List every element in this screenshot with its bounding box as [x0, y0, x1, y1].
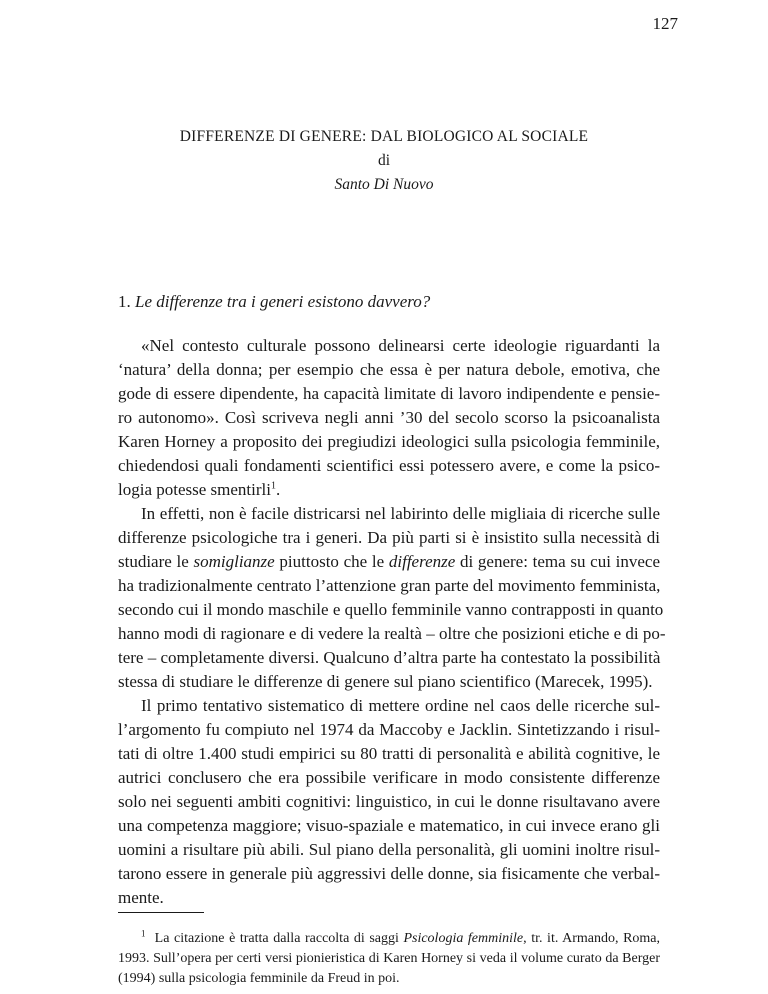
- footnote-line: (1994) sulla psicologia femminile da Freud in poi.: [118, 971, 400, 986]
- paragraph-2-line: tere – completamente diversi. Qualcuno d’altra parte ha contestato la possibilità: [118, 648, 661, 667]
- paragraph-2-line: differenze psicologiche tra i generi. Da più parti si è insistito sulla necessità di: [118, 528, 660, 547]
- paragraph-1-line: ‘natura’ della donna; per esempio che essa è per natura debole, emotiva, che: [118, 360, 660, 379]
- footnote-ref-1: 1: [270, 480, 276, 492]
- paragraph-3-line: l’argomento fu compiuto nel 1974 da Maccoby e Jacklin. Sintetizzando i risul-: [118, 720, 660, 739]
- paragraph-2-line: ha tradizionalmente centrato l’attenzione gran parte del movimento femminista,: [118, 576, 661, 595]
- paragraph-3-line: tarono essere in generale più aggressivi delle donne, sia fisicamente che verbal-: [118, 864, 660, 883]
- article-author: Santo Di Nuovo: [334, 176, 434, 193]
- emphasis-differenze: differenze: [388, 552, 456, 571]
- paragraph-3-line: autrici conclusero che era possibile verificare in modo consistente differenze: [118, 768, 660, 787]
- paragraph-2-line: stessa di studiare le differenze di genere sul piano scientifico (Marecek, 1995).: [118, 672, 653, 691]
- paragraph-2-text: di genere: tema su cui invece: [455, 552, 660, 571]
- paragraph-3-line: tati di oltre 1.400 studi empirici su 80 tratti di personalità e abilità cognitive, le: [118, 744, 660, 763]
- footnote-text: La citazione è tratta dalla raccolta di saggi: [154, 931, 404, 946]
- page-number: 127: [652, 14, 678, 33]
- paragraph-3-line: solo nei seguenti ambiti cognitivi: linguistico, in cui le donne risultavano avere: [118, 792, 660, 811]
- footnote-marker: 1: [141, 928, 146, 939]
- paragraph-1-line: [118, 478, 660, 502]
- paragraph-3-line: Il primo tentativo sistematico di mettere ordine nel caos delle ricerche sul-: [141, 696, 660, 715]
- paragraph-1-line: «Nel contesto culturale possono delinearsi certe ideologie riguardanti la: [141, 336, 660, 355]
- paragraph-1-line: chiedendosi quali fondamenti scientifici essi potessero avere, e come la psico-: [118, 456, 660, 475]
- footnote-divider: [118, 912, 204, 913]
- paragraph-1-text: logia potesse smentirli: [118, 480, 271, 499]
- footnote-text: , tr. it. Armando, Roma,: [523, 931, 661, 946]
- paragraph-2-text: studiare le: [118, 552, 194, 571]
- paragraph-3-line: uomini a risultare più abili. Sul piano della personalità, gli uomini inoltre risul-: [118, 840, 660, 859]
- footnote-book-title: Psicologia femminile: [403, 931, 524, 946]
- paragraph-2-line: hanno modi di ragionare e di vedere la realtà – oltre che posizioni etiche e di po-: [118, 624, 666, 643]
- paragraph-3-line: mente.: [118, 888, 164, 907]
- paragraph-1-line: Karen Horney a proposito dei pregiudizi ideologici sulla psicologia femminile,: [118, 432, 660, 451]
- section-title: Le differenze tra i generi esistono davvero?: [135, 292, 431, 311]
- paragraph-2-line: secondo cui il mondo maschile e quello femminile vanno contrapposti in quanto: [118, 600, 664, 619]
- section-number: 1.: [118, 292, 131, 311]
- body-text: [118, 334, 666, 910]
- paragraph-2-line: In effetti, non è facile districarsi nel labirinto delle migliaia di ricerche sulle: [141, 504, 660, 523]
- paragraph-1-period: .: [275, 480, 281, 499]
- footnote-line: [118, 929, 660, 949]
- emphasis-somiglianze: somiglianze: [193, 552, 275, 571]
- section-heading: [118, 292, 430, 312]
- article-header: [0, 125, 768, 197]
- article-title: DIFFERENZE DI GENERE: DAL BIOLOGICO AL SOCIALE: [179, 128, 589, 145]
- paragraph-3-line: una competenza maggiore; visuo-spaziale e matematico, in cui invece erano gli: [118, 816, 660, 835]
- paragraph-1-line: ro autonomo». Così scriveva negli anni ’30 del secolo scorso la psicoanalista: [118, 408, 660, 427]
- byline-connector: di: [377, 152, 391, 169]
- paragraph-2-line: [118, 550, 660, 574]
- footnotes: [118, 929, 660, 989]
- footnote-line: 1993. Sull’opera per certi versi pionieristica di Karen Horney si veda il volume curato da Berger: [118, 951, 660, 966]
- paragraph-1-line: gode di essere dipendente, ha capacità limitate di lavoro indipendente e pensie-: [118, 384, 660, 403]
- paragraph-2-text: piuttosto che le: [274, 552, 389, 571]
